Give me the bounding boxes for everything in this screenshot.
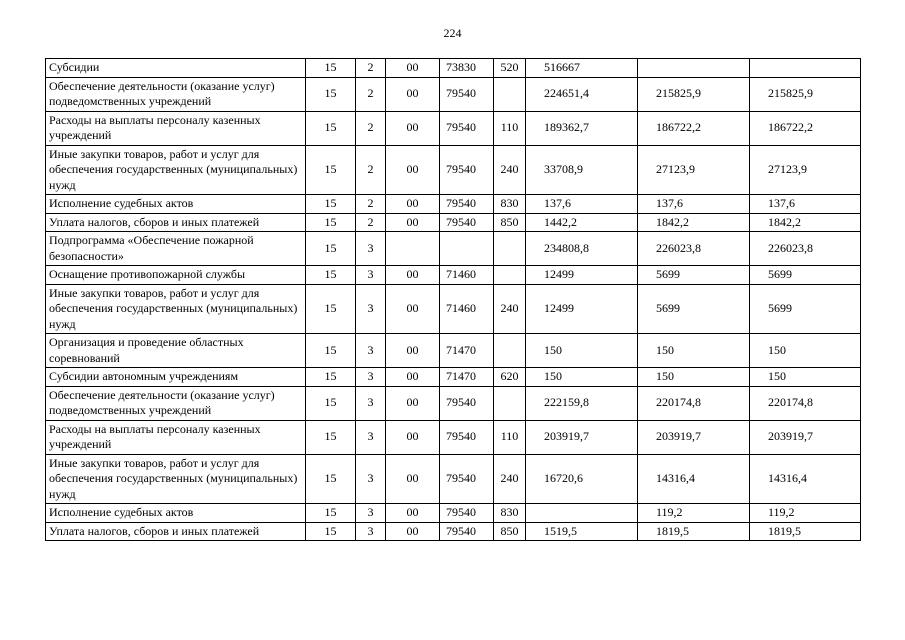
amount-cell-2: 119,2 — [638, 504, 750, 523]
expense-type-cell: 240 — [494, 284, 526, 334]
amount-cell-2: 150 — [638, 368, 750, 387]
expense-type-cell: 830 — [494, 504, 526, 523]
amount-cell-3: 1819,5 — [750, 522, 861, 541]
target-article-cell: 79540 — [440, 77, 494, 111]
table-row — [46, 454, 861, 504]
amount-cell-3: 226023,8 — [750, 232, 861, 266]
amount-cell-3: 150 — [750, 368, 861, 387]
section-code-cell: 15 — [306, 420, 356, 454]
table-row — [46, 334, 861, 368]
section-code-cell: 15 — [306, 504, 356, 523]
section-code-cell: 15 — [306, 77, 356, 111]
section-code-cell: 15 — [306, 368, 356, 387]
amount-cell-1: 137,6 — [526, 195, 638, 214]
table-row — [46, 266, 861, 285]
row-name-cell: Оснащение противопожарной службы — [46, 266, 306, 285]
row-name-cell: Иные закупки товаров, работ и услуг для обеспечения государственных (муниципальных) нужд — [46, 454, 306, 504]
amount-cell-3: 215825,9 — [750, 77, 861, 111]
amount-cell-1 — [526, 504, 638, 523]
amount-cell-2: 5699 — [638, 266, 750, 285]
program-code-cell: 00 — [386, 195, 440, 214]
amount-cell-3: 203919,7 — [750, 420, 861, 454]
amount-cell-1: 234808,8 — [526, 232, 638, 266]
target-article-cell: 79540 — [440, 420, 494, 454]
amount-cell-1: 12499 — [526, 266, 638, 285]
table-row — [46, 195, 861, 214]
section-code-cell: 15 — [306, 59, 356, 78]
amount-cell-2: 27123,9 — [638, 145, 750, 195]
amount-cell-1: 12499 — [526, 284, 638, 334]
subsection-code-cell: 2 — [356, 145, 386, 195]
subsection-code-cell: 3 — [356, 284, 386, 334]
row-name-cell: Уплата налогов, сборов и иных платежей — [46, 522, 306, 541]
table-row — [46, 232, 861, 266]
row-name-cell: Уплата налогов, сборов и иных платежей — [46, 213, 306, 232]
expense-type-cell: 520 — [494, 59, 526, 78]
target-article-cell: 79540 — [440, 522, 494, 541]
subsection-code-cell: 3 — [356, 504, 386, 523]
target-article-cell: 79540 — [440, 213, 494, 232]
table-row — [46, 522, 861, 541]
expense-type-cell: 110 — [494, 111, 526, 145]
section-code-cell: 15 — [306, 145, 356, 195]
subsection-code-cell: 3 — [356, 454, 386, 504]
table-row — [46, 145, 861, 195]
amount-cell-2: 137,6 — [638, 195, 750, 214]
table-row — [46, 504, 861, 523]
table-row — [46, 386, 861, 420]
amount-cell-2: 1842,2 — [638, 213, 750, 232]
table-row — [46, 77, 861, 111]
section-code-cell: 15 — [306, 111, 356, 145]
expense-type-cell — [494, 334, 526, 368]
target-article-cell: 79540 — [440, 195, 494, 214]
program-code-cell: 00 — [386, 213, 440, 232]
amount-cell-1: 189362,7 — [526, 111, 638, 145]
program-code-cell — [386, 232, 440, 266]
table-row — [46, 420, 861, 454]
program-code-cell: 00 — [386, 368, 440, 387]
table-row — [46, 59, 861, 78]
section-code-cell: 15 — [306, 284, 356, 334]
subsection-code-cell: 2 — [356, 111, 386, 145]
section-code-cell: 15 — [306, 454, 356, 504]
amount-cell-3: 137,6 — [750, 195, 861, 214]
amount-cell-3: 150 — [750, 334, 861, 368]
amount-cell-3: 27123,9 — [750, 145, 861, 195]
section-code-cell: 15 — [306, 232, 356, 266]
amount-cell-3: 119,2 — [750, 504, 861, 523]
amount-cell-1: 1519,5 — [526, 522, 638, 541]
program-code-cell: 00 — [386, 111, 440, 145]
target-article-cell: 79540 — [440, 145, 494, 195]
amount-cell-2: 215825,9 — [638, 77, 750, 111]
amount-cell-3: 14316,4 — [750, 454, 861, 504]
expense-type-cell — [494, 232, 526, 266]
program-code-cell: 00 — [386, 386, 440, 420]
subsection-code-cell: 2 — [356, 213, 386, 232]
amount-cell-2: 5699 — [638, 284, 750, 334]
table-row — [46, 284, 861, 334]
budget-table-body — [46, 59, 861, 541]
target-article-cell: 79540 — [440, 504, 494, 523]
program-code-cell: 00 — [386, 504, 440, 523]
amount-cell-1: 150 — [526, 368, 638, 387]
expense-type-cell: 620 — [494, 368, 526, 387]
program-code-cell: 00 — [386, 420, 440, 454]
table-row — [46, 111, 861, 145]
amount-cell-1: 150 — [526, 334, 638, 368]
row-name-cell: Организация и проведение областных соревнований — [46, 334, 306, 368]
amount-cell-2: 220174,8 — [638, 386, 750, 420]
subsection-code-cell: 3 — [356, 368, 386, 387]
subsection-code-cell: 3 — [356, 266, 386, 285]
expense-type-cell: 240 — [494, 145, 526, 195]
amount-cell-1: 516667 — [526, 59, 638, 78]
page-number: 224 — [443, 26, 462, 40]
amount-cell-1: 33708,9 — [526, 145, 638, 195]
subsection-code-cell: 3 — [356, 386, 386, 420]
target-article-cell: 79540 — [440, 386, 494, 420]
expense-type-cell: 110 — [494, 420, 526, 454]
subsection-code-cell: 3 — [356, 420, 386, 454]
amount-cell-1: 222159,8 — [526, 386, 638, 420]
section-code-cell: 15 — [306, 386, 356, 420]
target-article-cell: 71460 — [440, 266, 494, 285]
target-article-cell: 79540 — [440, 111, 494, 145]
expense-type-cell — [494, 77, 526, 111]
amount-cell-2: 203919,7 — [638, 420, 750, 454]
row-name-cell: Исполнение судебных актов — [46, 504, 306, 523]
subsection-code-cell: 3 — [356, 334, 386, 368]
expense-type-cell — [494, 266, 526, 285]
subsection-code-cell: 3 — [356, 522, 386, 541]
row-name-cell: Субсидии автономным учреждениям — [46, 368, 306, 387]
amount-cell-3: 5699 — [750, 284, 861, 334]
table-row — [46, 213, 861, 232]
program-code-cell: 00 — [386, 334, 440, 368]
row-name-cell: Расходы на выплаты персоналу казенных учреждений — [46, 420, 306, 454]
expense-type-cell: 850 — [494, 522, 526, 541]
amount-cell-3 — [750, 59, 861, 78]
section-code-cell: 15 — [306, 195, 356, 214]
amount-cell-2: 226023,8 — [638, 232, 750, 266]
amount-cell-1: 16720,6 — [526, 454, 638, 504]
program-code-cell: 00 — [386, 145, 440, 195]
amount-cell-1: 1442,2 — [526, 213, 638, 232]
program-code-cell: 00 — [386, 284, 440, 334]
amount-cell-2: 14316,4 — [638, 454, 750, 504]
row-name-cell: Исполнение судебных актов — [46, 195, 306, 214]
amount-cell-3: 1842,2 — [750, 213, 861, 232]
amount-cell-1: 224651,4 — [526, 77, 638, 111]
amount-cell-3: 186722,2 — [750, 111, 861, 145]
subsection-code-cell: 2 — [356, 59, 386, 78]
target-article-cell: 73830 — [440, 59, 494, 78]
program-code-cell: 00 — [386, 266, 440, 285]
expense-type-cell: 830 — [494, 195, 526, 214]
row-name-cell: Подпрограмма «Обеспечение пожарной безопасности» — [46, 232, 306, 266]
amount-cell-2: 150 — [638, 334, 750, 368]
amount-cell-2: 1819,5 — [638, 522, 750, 541]
subsection-code-cell: 3 — [356, 232, 386, 266]
section-code-cell: 15 — [306, 266, 356, 285]
row-name-cell: Иные закупки товаров, работ и услуг для обеспечения государственных (муниципальных) нужд — [46, 284, 306, 334]
expense-type-cell: 240 — [494, 454, 526, 504]
row-name-cell: Иные закупки товаров, работ и услуг для обеспечения государственных (муниципальных) нужд — [46, 145, 306, 195]
target-article-cell: 71460 — [440, 284, 494, 334]
row-name-cell: Обеспечение деятельности (оказание услуг) подведомственных учреждений — [46, 386, 306, 420]
expense-type-cell — [494, 386, 526, 420]
program-code-cell: 00 — [386, 59, 440, 78]
row-name-cell: Расходы на выплаты персоналу казенных учреждений — [46, 111, 306, 145]
amount-cell-1: 203919,7 — [526, 420, 638, 454]
row-name-cell: Обеспечение деятельности (оказание услуг) подведомственных учреждений — [46, 77, 306, 111]
program-code-cell: 00 — [386, 454, 440, 504]
row-name-cell: Субсидии — [46, 59, 306, 78]
amount-cell-2: 186722,2 — [638, 111, 750, 145]
target-article-cell: 71470 — [440, 368, 494, 387]
target-article-cell: 79540 — [440, 454, 494, 504]
program-code-cell: 00 — [386, 522, 440, 541]
table-row — [46, 368, 861, 387]
subsection-code-cell: 2 — [356, 195, 386, 214]
program-code-cell: 00 — [386, 77, 440, 111]
subsection-code-cell: 2 — [356, 77, 386, 111]
target-article-cell — [440, 232, 494, 266]
amount-cell-2 — [638, 59, 750, 78]
target-article-cell: 71470 — [440, 334, 494, 368]
budget-table — [45, 58, 861, 541]
amount-cell-3: 5699 — [750, 266, 861, 285]
section-code-cell: 15 — [306, 334, 356, 368]
section-code-cell: 15 — [306, 213, 356, 232]
amount-cell-3: 220174,8 — [750, 386, 861, 420]
expense-type-cell: 850 — [494, 213, 526, 232]
section-code-cell: 15 — [306, 522, 356, 541]
